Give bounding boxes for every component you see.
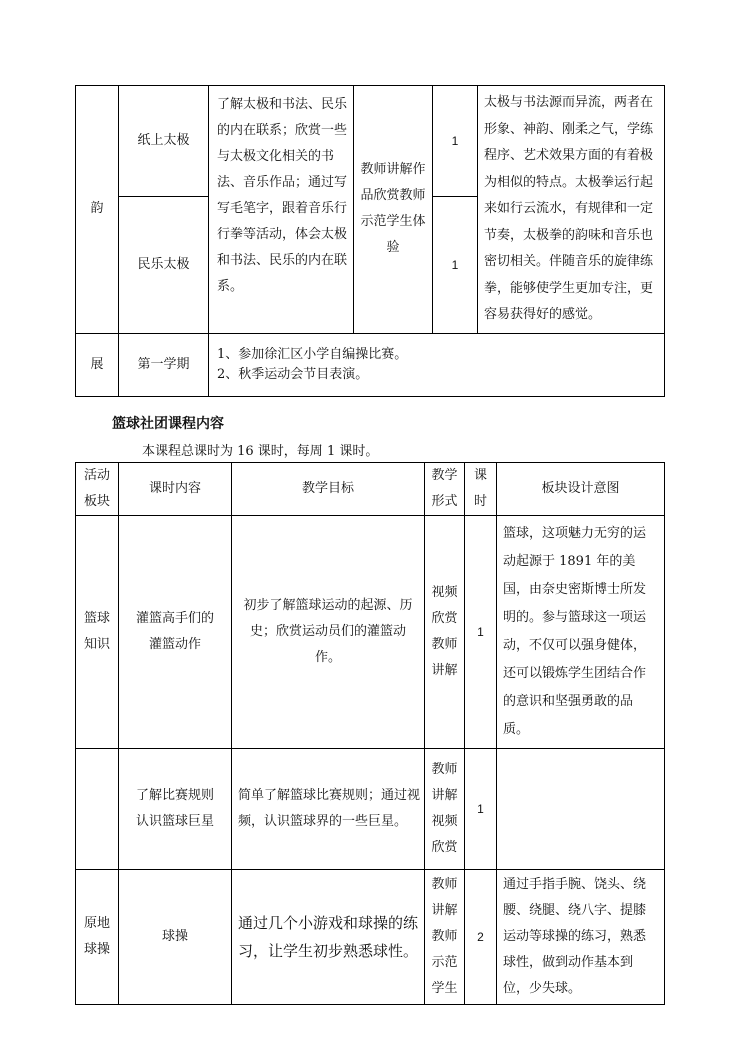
- method-cell: 教师讲解教师示范学生: [425, 870, 465, 1005]
- header-content: 课时内容: [119, 463, 232, 516]
- goal-cell: 通过几个小游戏和球操的练习，让学生初步熟悉球性。: [232, 870, 425, 1005]
- hours-cell: 1: [433, 197, 478, 333]
- hours-cell: 1: [465, 516, 497, 749]
- method-cell: 视频欣赏教师讲解: [425, 516, 465, 749]
- method-cell: 教师讲解视频欣赏: [425, 749, 465, 870]
- intent-cell: 篮球，这项魅力无穷的运动起源于 1891 年的美国，由奈史密斯博士所发明的。参与篮球这一项运动，不仅可以强身健体，还可以锻炼学生团结合作的意识和坚强勇敢的品质。: [497, 516, 665, 749]
- intent-cell: 通过手指手腕、饶头、绕腰、绕腿、绕八字、提膝运动等球操的练习，熟悉球性，做到动作基本到位，少失球。: [497, 870, 665, 1005]
- category-cell: 原地球操: [76, 870, 119, 1005]
- topic-cell: 纸上太极: [119, 86, 209, 197]
- header-method: 教学形式: [425, 463, 465, 516]
- content-cell: 了解比赛规则认识篮球巨星: [119, 749, 232, 870]
- content-cell: 灌篮高手们的灌篮动作: [119, 516, 232, 749]
- activity-list-cell: [209, 333, 665, 396]
- activity-item: 2、秋季运动会节目表演。: [217, 366, 369, 382]
- activity-item: 1、参加徐汇区小学自编操比赛。: [217, 346, 408, 362]
- hours-cell: 1: [433, 86, 478, 197]
- hours-cell: 1: [465, 749, 497, 870]
- category-cell: [76, 749, 119, 870]
- header-hours: 课时: [465, 463, 497, 516]
- basketball-table: [75, 462, 665, 1005]
- header-intent: 板块设计意图: [497, 463, 665, 516]
- intent-cell: 太极与书法源而异流，两者在形象、神韵、刚柔之气，学练程序、艺术效果方面的有着极为相似的特点。太极拳运行起来如行云流水，有规律和一定节奏，太极拳的韵味和音乐也密切相关。伴随音乐的旋律练拳，能够使学生更加专注，更容易获得好的感觉。: [478, 86, 665, 334]
- hours-cell: 2: [465, 870, 497, 1005]
- section-heading: 篮球社团课程内容: [112, 416, 224, 432]
- goal-cell: 简单了解篮球比赛规则；通过视频，认识篮球界的一些巨星。: [232, 749, 425, 870]
- tai-chi-table: [75, 85, 665, 397]
- category-cell: 篮球知识: [76, 516, 119, 749]
- category-cell: 展: [76, 333, 119, 396]
- category-cell: 韵: [76, 86, 119, 334]
- topic-cell: 民乐太极: [119, 197, 209, 333]
- header-category: 活动板块: [76, 463, 119, 516]
- goal-cell: 初步了解篮球运动的起源、历史；欣赏运动员们的灌篮动作。: [232, 516, 425, 749]
- term-cell: 第一学期: [119, 333, 209, 396]
- method-cell: 教师讲解作品欣赏教师示范学生体验: [354, 86, 433, 334]
- section-intro: 本课程总课时为 16 课时，每周 1 课时。: [142, 444, 379, 459]
- content-cell: 球操: [119, 870, 232, 1005]
- header-goal: 教学目标: [232, 463, 425, 516]
- goal-cell: 了解太极和书法、民乐的内在联系；欣赏一些与太极文化相关的书法、音乐作品；通过写写毛笔字，跟着音乐行行拳等活动，体会太极和书法、民乐的内在联系。: [209, 86, 354, 334]
- intent-cell: [497, 749, 665, 870]
